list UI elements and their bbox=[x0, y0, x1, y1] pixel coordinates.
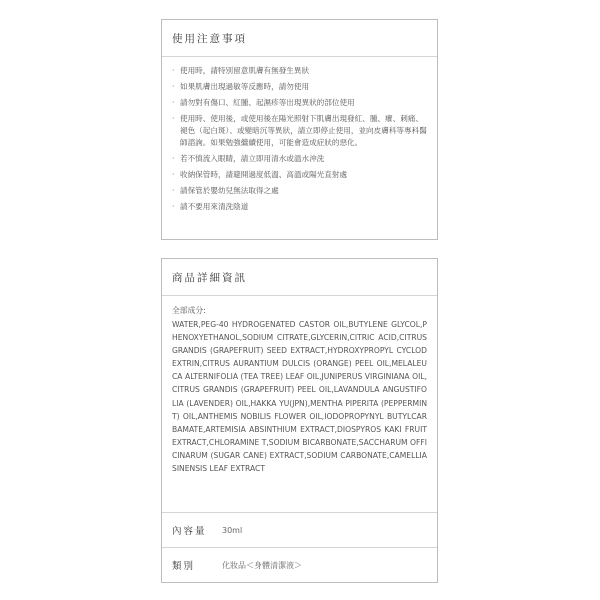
usage-notes-panel bbox=[161, 19, 438, 240]
capacity-value: 30ml bbox=[222, 525, 243, 535]
list-item: · 收納保管時，請避開過度低溫、高溫或陽光直射處 bbox=[172, 169, 427, 181]
list-item: · 請勿對有傷口、紅腫、起濕疹等出現異狀的部位使用 bbox=[172, 97, 427, 109]
category-label: 類別 bbox=[172, 561, 196, 572]
ingredients-label: 全部成分: bbox=[172, 306, 206, 315]
ingredients-section bbox=[162, 296, 437, 475]
capacity-row bbox=[162, 512, 437, 547]
list-item: · 請保管於嬰幼兒無法取得之處 bbox=[172, 185, 427, 197]
usage-notes-list bbox=[162, 57, 437, 213]
list-item: · 使用時、使用後，或使用後在陽光照射下肌膚出現發紅、腫、癢、刺痛、褪色（起白斑）、或變暗沉等異狀，請立即停止使用，並向皮膚科等專科醫師諮詢。如果勉強繼續使用，可能會造成症狀的惡化。 bbox=[172, 113, 427, 149]
list-item: · 使用時，請特別留意肌膚有無發生異狀 bbox=[172, 65, 427, 77]
list-item: · 若不慎流入眼睛，請立即用清水或溫水沖洗 bbox=[172, 153, 427, 165]
list-item: · 如果肌膚出現過敏等反應時，請勿使用 bbox=[172, 81, 427, 93]
category-value: 化妝品＜身體清潔液＞ bbox=[222, 560, 302, 570]
product-details-panel bbox=[161, 258, 438, 583]
ingredients-text: WATER,PEG-40 HYDROGENATED CASTOR OIL,BUTYLENE GLYCOL,PHENOXYETHANOL,SODIUM CITRATE,GLYCERIN,CITRIC ACID,CITRUS GRANDIS (GRAPEFRUIT) SEED EXTRACT,HYDROXYPROPYL CYCLODEXTRIN,CITRUS AURANTIUM DULCIS (ORANGE) PEEL OIL,MELALEUCA ALTERNIFOLIA (TEA TREE) LEAF OIL,JUNIPERUS VIRGINIANA OIL,CITRUS GRANDIS (GRAPEFRUIT) PEEL OIL,LAVANDULA ANGUSTIFOLIA (LAVENDER) OIL,HAKKA YU(JPN),MENTHA PIPERITA (PEPPERMINT) OIL,ANTHEMIS NOBILIS FLOWER OIL,IODOPROPYNYL BUTYLCARBAMATE,ARTEMISIA ABSINTHIUM EXTRACT,DIOSPYROS KAKI FRUIT EXTRACT,CHLORAMINE T,SODIUM BICARBONATE,SACCHARUM OFFICINARUM (SUGAR CANE) EXTRACT,SODIUM CARBONATE,CAMELLIA SINENSIS LEAF EXTRACT bbox=[172, 320, 427, 474]
usage-notes-title: 使用注意事項 bbox=[162, 20, 437, 57]
capacity-label: 內容量 bbox=[172, 526, 207, 537]
product-details-title: 商品詳細資訊 bbox=[162, 259, 437, 296]
category-row bbox=[162, 547, 437, 582]
list-item: · 請不要用來清洗陰道 bbox=[172, 201, 427, 213]
